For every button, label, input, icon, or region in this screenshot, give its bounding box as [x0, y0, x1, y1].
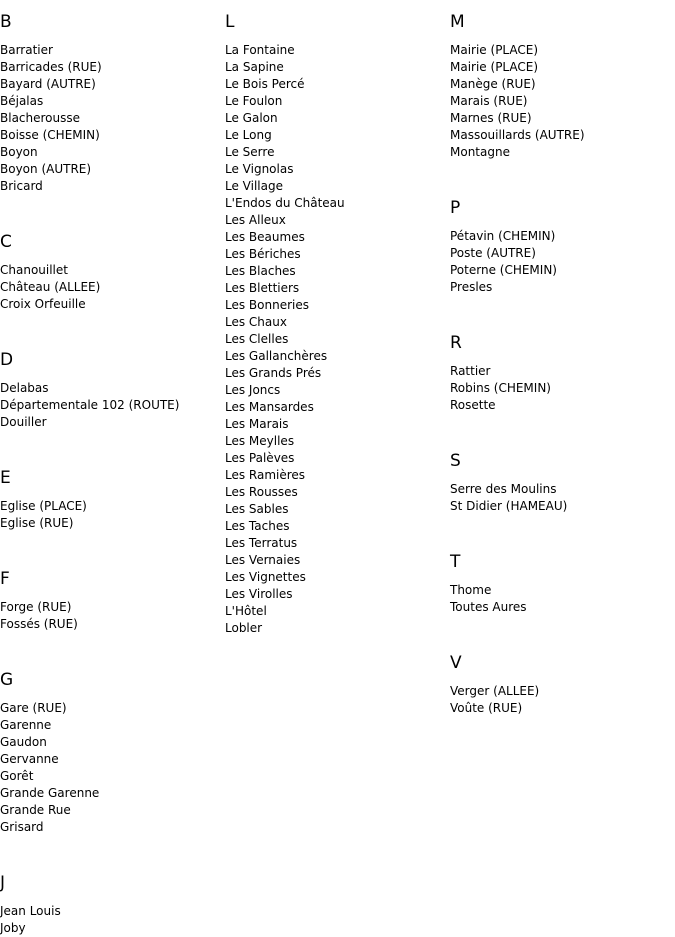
street-link[interactable]: La Fontaine	[225, 43, 295, 57]
street-list	[450, 481, 675, 515]
street-list-item	[225, 382, 450, 399]
street-link[interactable]: Le Serre	[225, 145, 275, 159]
street-link[interactable]: Les Alleux	[225, 213, 286, 227]
street-link[interactable]: Garenne	[0, 718, 52, 732]
street-list-item	[225, 144, 450, 161]
street-list-item	[225, 552, 450, 569]
street-list-item	[0, 42, 225, 59]
street-link[interactable]: Blacherousse	[0, 111, 81, 125]
street-list-item	[225, 195, 450, 212]
street-list	[450, 42, 675, 161]
street-link[interactable]: Barricades (RUE)	[0, 60, 102, 74]
street-link[interactable]: Les Meylles	[225, 434, 295, 448]
street-list-item	[225, 450, 450, 467]
letter-heading: R	[450, 333, 462, 353]
street-list	[0, 498, 225, 532]
letter-heading: B	[0, 12, 12, 32]
street-list-item	[225, 246, 450, 263]
letter-heading: J	[0, 873, 6, 893]
street-link[interactable]: Boyon	[0, 145, 38, 159]
street-list-item	[225, 569, 450, 586]
street-link[interactable]: Les Terratus	[225, 536, 298, 550]
street-link[interactable]: Les Blaches	[225, 264, 296, 278]
street-list-item	[450, 127, 675, 144]
street-list-item	[0, 93, 225, 110]
street-list	[0, 599, 225, 633]
street-link[interactable]: Toutes Aures	[450, 600, 527, 614]
street-link[interactable]: Château (ALLEE)	[0, 280, 101, 294]
street-list-item	[225, 178, 450, 195]
street-link[interactable]: Grande Garenne	[0, 786, 100, 800]
street-link[interactable]: Lobler	[225, 621, 263, 635]
letter-heading: P	[450, 198, 461, 218]
group-spacer	[450, 296, 675, 321]
group-spacer	[450, 515, 675, 540]
street-list-item	[450, 228, 675, 245]
group-spacer	[0, 195, 225, 220]
street-list-item	[225, 348, 450, 365]
street-list-item	[450, 110, 675, 127]
street-link[interactable]: Les Taches	[225, 519, 290, 533]
letter-group-s	[450, 451, 675, 515]
street-link[interactable]: Les Rousses	[225, 485, 298, 499]
letter-heading: S	[450, 451, 461, 471]
letter-group-b	[0, 12, 225, 195]
street-list-item	[0, 262, 225, 279]
street-list-item	[0, 700, 225, 717]
street-list-item	[0, 296, 225, 313]
street-list-item	[0, 751, 225, 768]
street-list-item	[225, 314, 450, 331]
street-link[interactable]: Les Bonneries	[225, 298, 309, 312]
street-list	[225, 42, 450, 637]
street-list-item	[450, 397, 675, 414]
letter-group-l	[225, 12, 450, 637]
street-link[interactable]: Le Vignolas	[225, 162, 294, 176]
street-link[interactable]: Poste (AUTRE)	[450, 246, 536, 260]
street-list-item	[0, 76, 225, 93]
street-list-item	[225, 501, 450, 518]
street-link[interactable]: Marnes (RUE)	[450, 111, 532, 125]
letter-heading: L	[225, 12, 235, 32]
street-link[interactable]: Mairie (PLACE)	[450, 60, 539, 74]
street-list-item	[450, 700, 675, 717]
street-link[interactable]: Départementale 102 (ROUTE)	[0, 398, 180, 412]
street-list-item	[0, 414, 225, 431]
street-index-column-1	[0, 0, 225, 937]
street-link[interactable]: Presles	[450, 280, 493, 294]
street-link[interactable]: Les Joncs	[225, 383, 281, 397]
street-list-item	[225, 93, 450, 110]
street-link[interactable]: Les Mansardes	[225, 400, 314, 414]
street-list-item	[225, 42, 450, 59]
street-link[interactable]: Eglise (PLACE)	[0, 499, 87, 513]
street-link[interactable]: Verger (ALLEE)	[450, 684, 540, 698]
street-link[interactable]: Les Bériches	[225, 247, 301, 261]
street-list-item	[0, 178, 225, 195]
street-list-item	[225, 127, 450, 144]
street-link[interactable]: Le Village	[225, 179, 283, 193]
street-list-item	[225, 110, 450, 127]
street-list	[0, 42, 225, 195]
street-list-item	[0, 498, 225, 515]
street-index-column-2	[225, 0, 450, 637]
street-list-item	[0, 59, 225, 76]
street-list-item	[450, 93, 675, 110]
street-list-item	[450, 498, 675, 515]
street-list-item	[0, 717, 225, 734]
street-link[interactable]: Le Foulon	[225, 94, 283, 108]
street-list-item	[450, 279, 675, 296]
street-list-item	[0, 819, 225, 836]
letter-heading: C	[0, 232, 12, 252]
street-list-item	[0, 380, 225, 397]
street-link[interactable]: Les Sables	[225, 502, 289, 516]
street-list-item	[225, 297, 450, 314]
street-link[interactable]: Forge (RUE)	[0, 600, 72, 614]
group-spacer	[450, 616, 675, 641]
street-link[interactable]: Le Bois Percé	[225, 77, 305, 91]
street-list-item	[450, 363, 675, 380]
street-list-item	[450, 59, 675, 76]
street-index-column-3	[450, 0, 675, 717]
street-link[interactable]: Manège (RUE)	[450, 77, 536, 91]
street-list-item	[225, 229, 450, 246]
street-link[interactable]: Douiller	[0, 415, 47, 429]
street-list-item	[0, 161, 225, 178]
street-list-item	[0, 616, 225, 633]
street-list-item	[225, 263, 450, 280]
street-link[interactable]: Delabas	[0, 381, 49, 395]
street-list-item	[0, 802, 225, 819]
street-link[interactable]: Thome	[450, 583, 492, 597]
street-list	[0, 262, 225, 313]
street-list	[450, 228, 675, 296]
street-list-item	[225, 280, 450, 297]
letter-group-r	[450, 333, 675, 414]
street-list-item	[450, 245, 675, 262]
group-spacer	[0, 633, 225, 658]
street-list-item	[0, 515, 225, 532]
letter-group-p	[450, 198, 675, 296]
street-link[interactable]: Massouillards (AUTRE)	[450, 128, 585, 142]
street-link[interactable]: Barratier	[0, 43, 53, 57]
street-list-item	[0, 127, 225, 144]
street-list-item	[225, 59, 450, 76]
street-list-item	[450, 76, 675, 93]
street-link[interactable]: Marais (RUE)	[450, 94, 528, 108]
letter-heading: M	[450, 12, 465, 32]
street-link[interactable]: Serre des Moulins	[450, 482, 557, 496]
street-link[interactable]: Les Clelles	[225, 332, 289, 346]
street-list-item	[450, 481, 675, 498]
street-link[interactable]: Boisse (CHEMIN)	[0, 128, 100, 142]
group-spacer	[0, 313, 225, 338]
street-list-item	[225, 518, 450, 535]
street-list-item	[225, 416, 450, 433]
letter-group-g	[0, 670, 225, 836]
street-link[interactable]: Chanouillet	[0, 263, 68, 277]
street-link[interactable]: Poterne (CHEMIN)	[450, 263, 557, 277]
street-list-item	[225, 535, 450, 552]
street-link[interactable]: Béjalas	[0, 94, 44, 108]
letter-heading: G	[0, 670, 14, 690]
street-list	[450, 363, 675, 414]
street-list	[450, 683, 675, 717]
street-list-item	[450, 683, 675, 700]
street-list-item	[225, 331, 450, 348]
street-link[interactable]: Montagne	[450, 145, 510, 159]
street-list-item	[450, 380, 675, 397]
street-list-item	[0, 785, 225, 802]
street-link[interactable]: Les Chaux	[225, 315, 287, 329]
letter-group-t	[450, 552, 675, 616]
letter-group-j	[0, 873, 225, 937]
street-list-item	[225, 212, 450, 229]
street-list-item	[450, 582, 675, 599]
street-list	[0, 903, 225, 937]
street-list-item	[0, 144, 225, 161]
street-link[interactable]: Rattier	[450, 364, 491, 378]
letter-heading: V	[450, 653, 462, 673]
street-link[interactable]: Croix Orfeuille	[0, 297, 86, 311]
street-list-item	[0, 110, 225, 127]
street-list-item	[0, 768, 225, 785]
street-link[interactable]: Les Blettiers	[225, 281, 300, 295]
street-list-item	[450, 42, 675, 59]
street-list-item	[225, 433, 450, 450]
letter-heading: T	[450, 552, 461, 572]
street-link[interactable]: Les Marais	[225, 417, 289, 431]
street-link[interactable]: Pétavin (CHEMIN)	[450, 229, 556, 243]
street-link[interactable]: Les Vignettes	[225, 570, 306, 584]
street-list-item	[450, 262, 675, 279]
street-link[interactable]: Gorêt	[0, 769, 34, 783]
street-link[interactable]: Bayard (AUTRE)	[0, 77, 96, 91]
street-list-item	[225, 484, 450, 501]
street-link[interactable]: Les Grands Prés	[225, 366, 322, 380]
letter-group-m	[450, 12, 675, 161]
group-spacer	[0, 532, 225, 557]
street-link[interactable]: Rosette	[450, 398, 496, 412]
street-link[interactable]: La Sapine	[225, 60, 284, 74]
group-spacer	[0, 836, 225, 861]
street-link[interactable]: L'Endos du Château	[225, 196, 345, 210]
street-link[interactable]: Gervanne	[0, 752, 59, 766]
letter-heading: D	[0, 350, 14, 370]
street-link[interactable]: Eglise (RUE)	[0, 516, 74, 530]
street-list-item	[225, 586, 450, 603]
street-list-item	[0, 903, 225, 920]
street-list-item	[225, 467, 450, 484]
letter-group-c	[0, 232, 225, 313]
street-list	[0, 700, 225, 836]
street-link[interactable]: Le Long	[225, 128, 272, 142]
street-link[interactable]: Voûte (RUE)	[450, 701, 523, 715]
street-link[interactable]: Le Galon	[225, 111, 278, 125]
street-list-item	[225, 603, 450, 620]
street-link[interactable]: Les Vernaies	[225, 553, 301, 567]
street-link[interactable]: Joby	[0, 921, 26, 935]
letter-heading: F	[0, 569, 10, 589]
street-link[interactable]: Robins (CHEMIN)	[450, 381, 551, 395]
street-list-item	[0, 599, 225, 616]
letter-group-e	[0, 468, 225, 532]
street-list-item	[225, 365, 450, 382]
letter-group-f	[0, 569, 225, 633]
letter-heading: E	[0, 468, 11, 488]
street-link[interactable]: St Didier (HAMEAU)	[450, 499, 568, 513]
street-list-item	[225, 620, 450, 637]
street-link[interactable]: Gaudon	[0, 735, 47, 749]
group-spacer	[450, 414, 675, 439]
street-list-item	[0, 397, 225, 414]
street-link[interactable]: L'Hôtel	[225, 604, 267, 618]
street-list-item	[0, 734, 225, 751]
street-link[interactable]: Les Gallanchères	[225, 349, 328, 363]
street-link[interactable]: Les Beaumes	[225, 230, 305, 244]
street-list	[450, 582, 675, 616]
street-list-item	[450, 144, 675, 161]
street-link[interactable]: Grisard	[0, 820, 44, 834]
street-list-item	[0, 279, 225, 296]
street-link[interactable]: Gare (RUE)	[0, 701, 67, 715]
street-link[interactable]: Grande Rue	[0, 803, 71, 817]
group-spacer	[450, 161, 675, 186]
street-list-item	[0, 920, 225, 937]
street-list-item	[225, 76, 450, 93]
letter-group-d	[0, 350, 225, 431]
street-list	[0, 380, 225, 431]
street-link[interactable]: Mairie (PLACE)	[450, 43, 539, 57]
street-link[interactable]: Les Ramières	[225, 468, 306, 482]
group-spacer	[0, 431, 225, 456]
street-link[interactable]: Boyon (AUTRE)	[0, 162, 92, 176]
letter-group-v	[450, 653, 675, 717]
street-link[interactable]: Fossés (RUE)	[0, 617, 78, 631]
street-link[interactable]: Les Virolles	[225, 587, 293, 601]
street-list-item	[450, 599, 675, 616]
street-list-item	[225, 161, 450, 178]
street-link[interactable]: Bricard	[0, 179, 43, 193]
street-link[interactable]: Jean Louis	[0, 904, 61, 918]
street-list-item	[225, 399, 450, 416]
street-link[interactable]: Les Palèves	[225, 451, 295, 465]
